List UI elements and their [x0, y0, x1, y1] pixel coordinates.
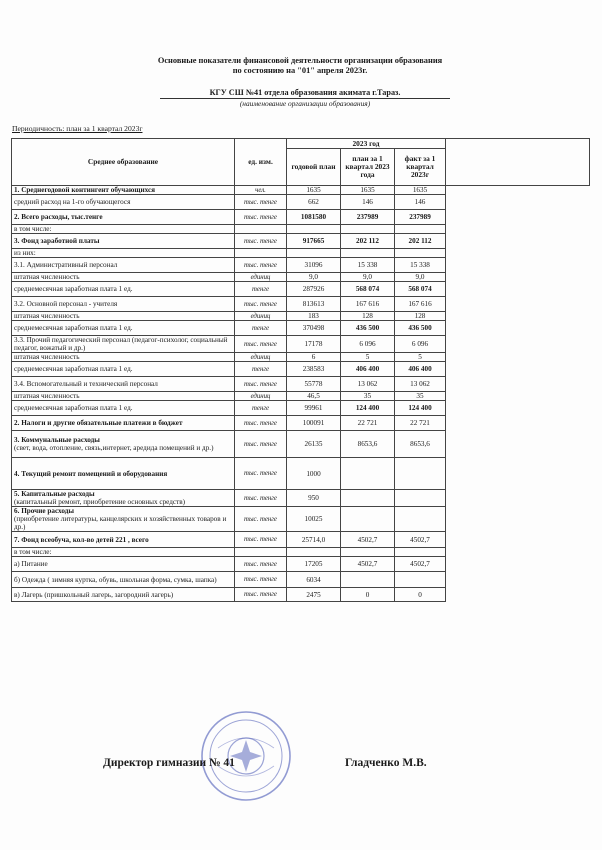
row-annual-plan: 26135	[287, 431, 341, 458]
row-label	[12, 557, 235, 572]
row-label-text: б) Одежда ( зимняя куртка, обувь, школьная форма, сумка, шапка)	[14, 575, 217, 584]
row-annual-plan: 55778	[287, 377, 341, 392]
row-extra	[446, 282, 590, 297]
row-label-text: 5. Капитальные расходы	[14, 490, 95, 498]
row-annual-plan: 46,5	[287, 392, 341, 401]
periodicity: Периодичность: план за 1 квартал 2023г	[12, 124, 143, 133]
row-label-text: 3.4. Вспомогательный и технический персонал	[14, 380, 158, 388]
row-annual-plan: 183	[287, 312, 341, 321]
row-label	[12, 588, 235, 602]
row-q1-plan	[341, 458, 395, 490]
row-annual-plan: 9,0	[287, 273, 341, 282]
row-label-text: 7. Фонд всеобуча, кол-во детей 221 , всего	[14, 535, 149, 544]
row-annual-plan: 17178	[287, 336, 341, 353]
row-q1-plan: 6 096	[341, 336, 395, 353]
row-q1-plan: 124 400	[341, 401, 395, 416]
row-q1-fact	[395, 507, 446, 532]
table-row	[12, 588, 590, 602]
row-label-text: 3.2. Основной персонал - учителя	[14, 300, 118, 308]
table-row	[12, 548, 590, 557]
document-title: Основные показатели финансовой деятельности организации образования	[157, 56, 443, 65]
row-annual-plan	[287, 249, 341, 258]
row-q1-plan	[341, 572, 395, 588]
row-unit: тыс. тенге	[235, 416, 287, 431]
row-label	[12, 416, 235, 431]
row-label-text: 3. Фонд заработной платы	[14, 237, 100, 245]
row-annual-plan: 662	[287, 195, 341, 210]
row-label-text: 1. Среднегодовой контингент обучающихся	[14, 186, 156, 194]
table-row	[12, 321, 590, 336]
organization-name: КГУ СШ №41 отдела образования акимата г.Тараз.	[209, 88, 401, 97]
row-label-text: 4. Текущий ремонт помещений и оборудования	[14, 469, 168, 478]
row-annual-plan: 31096	[287, 258, 341, 273]
row-label	[12, 321, 235, 336]
table-row	[12, 507, 590, 532]
row-q1-fact: 436 500	[395, 321, 446, 336]
table-row	[12, 312, 590, 321]
header-unit: ед. изм.	[235, 139, 287, 186]
row-q1-plan: 128	[341, 312, 395, 321]
row-annual-plan: 6	[287, 353, 341, 362]
row-q1-plan: 5	[341, 353, 395, 362]
row-unit: единиц	[235, 312, 287, 321]
row-label	[12, 195, 235, 210]
table-row	[12, 297, 590, 312]
row-q1-fact: 568 074	[395, 282, 446, 297]
row-label	[12, 258, 235, 273]
row-label	[12, 282, 235, 297]
row-q1-plan: 4502,7	[341, 557, 395, 572]
row-unit: единиц	[235, 392, 287, 401]
row-label-text: из них:	[14, 249, 36, 257]
row-unit: тыс. тенге	[235, 458, 287, 490]
row-q1-fact: 13 062	[395, 377, 446, 392]
row-unit: тыс. тенге	[235, 532, 287, 548]
row-label	[12, 392, 235, 401]
row-q1-plan	[341, 249, 395, 258]
row-label-text: штатная численность	[14, 312, 80, 320]
organization-note: (наименование организации образования)	[239, 99, 371, 108]
row-extra	[446, 336, 590, 353]
row-extra	[446, 321, 590, 336]
row-q1-plan	[341, 225, 395, 234]
row-q1-fact: 237989	[395, 210, 446, 225]
row-annual-plan: 99961	[287, 401, 341, 416]
row-q1-fact: 124 400	[395, 401, 446, 416]
row-label	[12, 353, 235, 362]
row-annual-plan: 238583	[287, 362, 341, 377]
row-annual-plan: 1635	[287, 186, 341, 195]
row-unit: тыс. тенге	[235, 572, 287, 588]
row-label-note: (свет, вода, отопление, связь,интернет, аредида помещений и др.)	[14, 444, 214, 452]
row-unit: тенге	[235, 362, 287, 377]
table-row	[12, 186, 590, 195]
row-unit: тыс. тенге	[235, 297, 287, 312]
row-q1-fact: 128	[395, 312, 446, 321]
row-label	[12, 312, 235, 321]
row-extra	[446, 416, 590, 431]
row-annual-plan: 100091	[287, 416, 341, 431]
table-row	[12, 282, 590, 297]
table-row	[12, 401, 590, 416]
row-label	[12, 234, 235, 249]
row-label	[12, 297, 235, 312]
row-q1-plan: 202 112	[341, 234, 395, 249]
row-q1-fact: 1635	[395, 186, 446, 195]
row-q1-plan	[341, 507, 395, 532]
table-row	[12, 249, 590, 258]
row-extra	[446, 572, 590, 588]
row-q1-fact: 8653,6	[395, 431, 446, 458]
row-q1-fact: 15 338	[395, 258, 446, 273]
row-q1-plan: 1635	[341, 186, 395, 195]
row-label	[12, 225, 235, 234]
row-unit: единиц	[235, 273, 287, 282]
row-extra	[446, 507, 590, 532]
row-extra	[446, 234, 590, 249]
header-name: Среднее образование	[12, 139, 235, 186]
row-extra	[446, 195, 590, 210]
row-q1-fact: 202 112	[395, 234, 446, 249]
row-label-text: в том числе:	[14, 548, 52, 556]
row-label-text: 3.3. Прочий педагогический персонал (педагог-психолог, социальный педагог, вожатый и др.)	[14, 336, 228, 352]
row-label	[12, 377, 235, 392]
row-q1-plan: 436 500	[341, 321, 395, 336]
row-q1-fact: 35	[395, 392, 446, 401]
row-q1-fact: 4502,7	[395, 532, 446, 548]
table-row	[12, 225, 590, 234]
row-label-note: (капитальный ремонт, приобретение основных средств)	[14, 498, 186, 506]
row-annual-plan: 370498	[287, 321, 341, 336]
row-extra	[446, 532, 590, 548]
row-q1-plan: 0	[341, 588, 395, 602]
row-unit: тыс. тенге	[235, 431, 287, 458]
row-q1-plan: 167 616	[341, 297, 395, 312]
signature-name: Гладченко М.В.	[345, 757, 427, 769]
row-label-text: среднемесячная заработная плата 1 ед.	[14, 285, 133, 293]
row-extra	[446, 431, 590, 458]
table-row	[12, 353, 590, 362]
row-unit: чел.	[235, 186, 287, 195]
header-q1-fact: факт за 1 квартал 2023г	[395, 149, 446, 186]
row-annual-plan: 1081580	[287, 210, 341, 225]
row-q1-plan	[341, 490, 395, 507]
row-extra	[446, 377, 590, 392]
row-extra	[446, 401, 590, 416]
row-unit: тыс. тенге	[235, 557, 287, 572]
row-label-text: среднемесячная заработная плата 1 ед.	[14, 324, 133, 332]
header-year: 2023 год	[287, 139, 446, 149]
row-label-note: (приобретение литературы, канцелярских и хозяйственных товаров и др.)	[14, 515, 227, 531]
row-extra	[446, 273, 590, 282]
document-date: по состоянию на "01" апреля 2023г.	[232, 66, 368, 75]
financial-indicators-table	[11, 138, 590, 602]
table-row	[12, 258, 590, 273]
row-q1-fact: 22 721	[395, 416, 446, 431]
row-unit	[235, 548, 287, 557]
row-q1-fact	[395, 249, 446, 258]
row-q1-fact: 406 400	[395, 362, 446, 377]
row-q1-fact	[395, 225, 446, 234]
row-label-text: средний расход на 1-го обучающегося	[14, 198, 131, 206]
row-extra	[446, 186, 590, 195]
table-row	[12, 210, 590, 225]
row-annual-plan: 6034	[287, 572, 341, 588]
row-unit: единиц	[235, 353, 287, 362]
row-label-text: в том числе:	[14, 225, 52, 233]
table-row	[12, 195, 590, 210]
row-label-text: среднемесячная заработная плата 1 ед.	[14, 404, 133, 412]
row-extra	[446, 312, 590, 321]
row-extra	[446, 353, 590, 362]
row-label	[12, 401, 235, 416]
row-unit: тыс. тенге	[235, 490, 287, 507]
row-extra	[446, 490, 590, 507]
row-label	[12, 507, 235, 532]
row-q1-fact	[395, 490, 446, 507]
row-label-text: 3.1. Административный персонал	[14, 261, 118, 269]
row-annual-plan: 10025	[287, 507, 341, 532]
row-unit: тыс. тенге	[235, 588, 287, 602]
row-unit: тыс. тенге	[235, 210, 287, 225]
row-q1-plan: 4502,7	[341, 532, 395, 548]
row-label-text: среднемесячная заработная плата 1 ед.	[14, 365, 133, 373]
row-q1-fact: 0	[395, 588, 446, 602]
row-q1-plan: 22 721	[341, 416, 395, 431]
row-extra	[446, 210, 590, 225]
row-unit: тенге	[235, 321, 287, 336]
row-extra	[446, 557, 590, 572]
row-annual-plan: 2475	[287, 588, 341, 602]
table-row	[12, 377, 590, 392]
header-extra	[446, 139, 590, 186]
row-label	[12, 431, 235, 458]
row-label-text: 2. Налоги и другие обязательные платежи в бюджет	[14, 419, 183, 427]
row-label	[12, 572, 235, 588]
table-row	[12, 557, 590, 572]
row-q1-plan: 568 074	[341, 282, 395, 297]
row-label	[12, 362, 235, 377]
row-extra	[446, 362, 590, 377]
row-unit	[235, 249, 287, 258]
row-q1-fact: 167 616	[395, 297, 446, 312]
row-unit	[235, 225, 287, 234]
row-label	[12, 336, 235, 353]
row-label	[12, 458, 235, 490]
table-row	[12, 392, 590, 401]
row-annual-plan: 287926	[287, 282, 341, 297]
row-label-text: в) Лагерь (пришкольный лагерь, загородний лагерь)	[14, 590, 174, 599]
row-unit: тенге	[235, 282, 287, 297]
row-q1-plan: 406 400	[341, 362, 395, 377]
row-annual-plan: 1000	[287, 458, 341, 490]
row-label	[12, 532, 235, 548]
row-q1-plan: 237989	[341, 210, 395, 225]
row-annual-plan: 917665	[287, 234, 341, 249]
row-q1-fact	[395, 572, 446, 588]
row-label-text: штатная численность	[14, 273, 80, 281]
row-annual-plan: 17205	[287, 557, 341, 572]
header-q1-plan: план за 1 квартал 2023 года	[341, 149, 395, 186]
row-label-text: 6. Прочие расходы	[14, 507, 75, 515]
row-q1-fact: 5	[395, 353, 446, 362]
row-q1-fact: 4502,7	[395, 557, 446, 572]
row-annual-plan	[287, 548, 341, 557]
row-label-text: а) Питание	[14, 560, 48, 568]
row-q1-plan: 146	[341, 195, 395, 210]
row-annual-plan: 813613	[287, 297, 341, 312]
official-seal-icon	[198, 708, 294, 804]
row-unit: тыс. тенге	[235, 234, 287, 249]
row-q1-plan	[341, 548, 395, 557]
row-label-text: штатная численность	[14, 353, 80, 361]
row-q1-plan: 13 062	[341, 377, 395, 392]
row-q1-fact: 146	[395, 195, 446, 210]
row-extra	[446, 588, 590, 602]
signature-title: Директор гимназии № 41	[103, 757, 235, 769]
row-label-text: 2. Всего расходы, тыс.тенге	[14, 213, 103, 221]
table-row	[12, 416, 590, 431]
table-row	[12, 490, 590, 507]
row-unit: тенге	[235, 401, 287, 416]
row-label	[12, 548, 235, 557]
row-q1-fact	[395, 548, 446, 557]
row-extra	[446, 249, 590, 258]
table-row	[12, 572, 590, 588]
table-row	[12, 336, 590, 353]
row-label	[12, 210, 235, 225]
row-extra	[446, 392, 590, 401]
row-q1-fact: 6 096	[395, 336, 446, 353]
row-label	[12, 186, 235, 195]
row-extra	[446, 297, 590, 312]
table-row	[12, 431, 590, 458]
row-extra	[446, 258, 590, 273]
table-row	[12, 458, 590, 490]
row-label-text: 3. Коммунальные расходы	[14, 436, 100, 444]
row-label-text: штатная численность	[14, 392, 80, 400]
row-unit: тыс. тенге	[235, 377, 287, 392]
row-extra	[446, 548, 590, 557]
row-annual-plan: 25714,0	[287, 532, 341, 548]
row-q1-plan: 9,0	[341, 273, 395, 282]
row-extra	[446, 225, 590, 234]
row-q1-plan: 8653,6	[341, 431, 395, 458]
row-q1-fact: 9,0	[395, 273, 446, 282]
row-q1-plan: 15 338	[341, 258, 395, 273]
row-annual-plan: 950	[287, 490, 341, 507]
header-annual-plan: годовой план	[287, 149, 341, 186]
table-row	[12, 532, 590, 548]
row-q1-fact	[395, 458, 446, 490]
row-label	[12, 490, 235, 507]
row-unit: тыс. тенге	[235, 336, 287, 353]
table-row	[12, 362, 590, 377]
row-unit: тыс. тенге	[235, 195, 287, 210]
table-row	[12, 234, 590, 249]
row-extra	[446, 458, 590, 490]
row-annual-plan	[287, 225, 341, 234]
row-q1-plan: 35	[341, 392, 395, 401]
table-row	[12, 273, 590, 282]
row-unit: тыс. тенге	[235, 507, 287, 532]
row-unit: тыс. тенге	[235, 258, 287, 273]
row-label	[12, 273, 235, 282]
row-label	[12, 249, 235, 258]
